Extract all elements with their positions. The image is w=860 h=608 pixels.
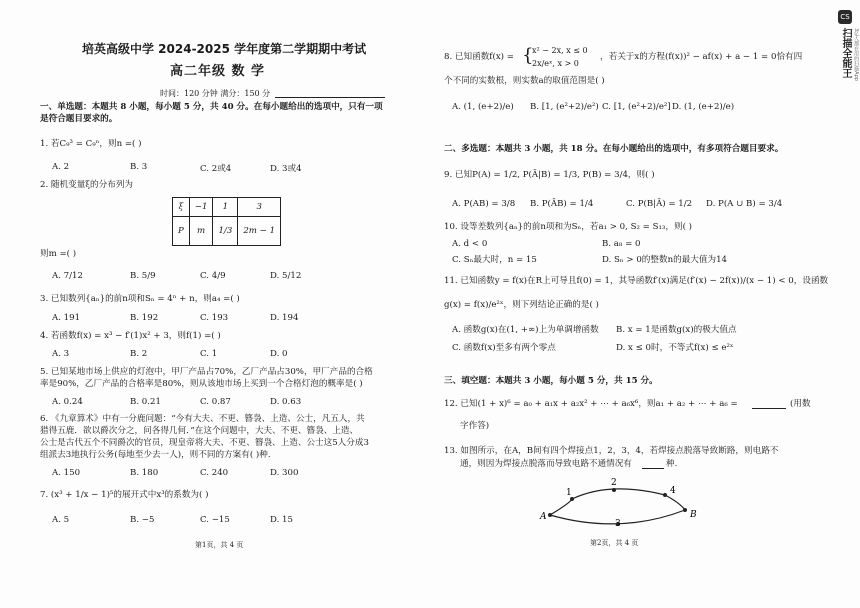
- right-page: [430, 0, 830, 608]
- label-a: A: [540, 512, 547, 522]
- label-b: B: [690, 510, 697, 520]
- q6-opt-d: D. 300: [270, 468, 299, 478]
- q6-opt-a: A. 150: [52, 468, 81, 478]
- meta-underline: [275, 97, 385, 98]
- q8-opt-d: D. (1, (e+2)/e): [672, 102, 735, 112]
- q7-stem: 7. (x³ + 1/x − 1)⁵的展开式中x³的系数为( ): [40, 490, 209, 500]
- section1-title: 一、单选题：本题共 8 小题，每小题 5 分，共 40 分。在每小题给出的选项中，只有一项: [40, 102, 383, 112]
- q11-opt-c: C. 函数f(x)至多有两个零点: [452, 343, 556, 353]
- q11-opt-a: A. 函数g(x)在(1, +∞)上为单调增函数: [452, 325, 599, 335]
- camscanner-logo-icon: CS: [838, 10, 852, 24]
- q6-line3: 公士是古代五个不同爵次的官员，现皇帝将大夫、不更、簪袅、上造、公士这5人分成3: [40, 438, 369, 448]
- q9-opt-b: B. P(ĀB) = 1/4: [530, 199, 594, 209]
- page-number-left: 第1页，共 4 页: [195, 541, 244, 549]
- q1-stem: 1. 若C₉³ = C₉ⁿ，则n =( ): [40, 139, 142, 149]
- table-cell: P: [173, 217, 190, 246]
- q1-opt-d: D. 3或4: [270, 164, 302, 174]
- scanner-app-name: 扫描全能王: [840, 28, 851, 78]
- table-cell: 1/3: [213, 217, 238, 246]
- q7-opt-c: C. −15: [200, 515, 230, 525]
- q1-opt-b: B. 3: [130, 162, 148, 172]
- q5-opt-b: B. 0.21: [130, 397, 161, 407]
- q11-line2: g(x) = f(x)/e²ˣ，则下列结论正确的是( ): [444, 300, 599, 310]
- q12-answer-blank: [752, 408, 786, 409]
- q8-opt-a: A. (1, (e+2)/e): [452, 102, 514, 112]
- q5-opt-d: D. 0.63: [270, 397, 302, 407]
- q7-opt-a: A. 5: [52, 515, 70, 525]
- q9-opt-d: D. P(A ∪ B) = 3/4: [706, 199, 783, 209]
- q11-opt-b: B. x = 1是函数g(x)的极大值点: [616, 325, 737, 335]
- q8-case2: 2x/eˣ, x > 0: [532, 59, 579, 68]
- node-b: [683, 508, 687, 512]
- q8-opt-c: C. [1, (e²+2)/e²]: [602, 102, 671, 112]
- label-3: 3: [615, 519, 621, 529]
- q2-opt-c: C. 4/9: [200, 271, 226, 281]
- label-1: 1: [566, 488, 572, 498]
- q3-opt-d: D. 194: [270, 313, 299, 323]
- q13-line1: 13. 如图所示，在A，B间有四个焊接点1，2，3，4，若焊接点脱落导致断路，则电路不: [444, 446, 779, 456]
- q2-opt-d: D. 5/12: [270, 271, 302, 281]
- q4-opt-c: C. 1: [200, 349, 218, 359]
- node-4: [663, 493, 667, 497]
- q7-opt-b: B. −5: [130, 515, 155, 525]
- q10-opt-b: B. a₈ = 0: [602, 239, 641, 249]
- q12-line1b: (用数: [790, 399, 811, 409]
- table-cell: 3: [238, 198, 281, 217]
- exam-title: 培英高级中学 2024-2025 学年度第二学期期中考试: [82, 42, 367, 56]
- q6-line2: 猎得五鹿．欲以爵次分之，问各得几何．”在这个问题中，大夫、不更、簪袅、上造、: [40, 426, 359, 436]
- q8-opt-b: B. [1, (e²+2)/e²): [530, 102, 599, 112]
- q1-opt-c: C. 2或4: [200, 164, 232, 174]
- exam-meta: 时间：120 分钟 满分：150 分: [160, 89, 271, 98]
- q6-opt-c: C. 240: [200, 468, 229, 478]
- table-cell: m: [189, 217, 213, 246]
- label-4: 4: [670, 486, 676, 496]
- q8-line1b: ，若关于x的方程(f(x))² − af(x) + a − 1 = 0恰有四: [600, 52, 803, 62]
- q5-line2: 率是90%，乙厂产品的合格率是80%，则从该地市场上买到一个合格灯泡的概率是( ): [40, 379, 363, 389]
- table-cell: 1: [213, 198, 238, 217]
- q11-opt-d: D. x ≤ 0时，不等式f(x) ≤ e²ˣ: [616, 343, 734, 353]
- q12-line1: 12. 已知(1 + x)⁶ = a₀ + a₁x + a₂x² + ⋯ + a₆x⁶，则a₁ + a₂ + ⋯ + a₆ =: [444, 399, 738, 409]
- label-2: 2: [611, 478, 617, 488]
- q3-opt-c: C. 193: [200, 313, 229, 323]
- circuit-diagram: [530, 475, 700, 530]
- q5-opt-a: A. 0.24: [52, 397, 83, 407]
- q3-stem: 3. 已知数列{aₙ}的前n项和Sₙ = 4ⁿ + n，则a₄ =( ): [40, 294, 240, 304]
- page-number-right: 第2页，共 4 页: [590, 539, 639, 547]
- q9-stem: 9. 已知P(A) = 1/2, P(Ā|B) = 1/3, P(B) = 3/4，则( ): [444, 170, 655, 180]
- q13-line2b: 种.: [666, 459, 678, 469]
- q9-opt-a: A. P(AB) = 3/8: [452, 199, 516, 209]
- q5-opt-c: C. 0.87: [200, 397, 231, 407]
- q4-opt-a: A. 3: [52, 349, 70, 359]
- section2-title: 二、多选题：本题共 3 小题，共 18 分。在每小题给出的选项中，有多项符合题目要求。: [444, 144, 784, 154]
- q10-stem: 10. 设等差数列{aₙ}的前n项和为Sₙ，若a₁ > 0, S₂ = S₁₃，则( ): [444, 222, 693, 232]
- q4-stem: 4. 若函数f(x) = x³ − f′(1)x² + 3，则f(1) =( ): [40, 331, 221, 341]
- table-cell: −1: [189, 198, 213, 217]
- node-a: [548, 513, 552, 517]
- q5-line1: 5. 已知某地市场上供应的灯泡中，甲厂产品占70%，乙厂产品占30%，甲厂产品的合格: [40, 367, 373, 377]
- q1-opt-a: A. 2: [52, 162, 70, 172]
- q12-line2: 字作答): [460, 421, 490, 431]
- q3-opt-a: A. 191: [52, 313, 81, 323]
- q4-opt-b: B. 2: [130, 349, 148, 359]
- q10-opt-a: A. d < 0: [452, 239, 488, 249]
- q2-ask: 则m =( ): [40, 249, 77, 259]
- q8-brace: {: [522, 45, 534, 66]
- table-cell: ξ: [173, 198, 190, 217]
- q13-answer-blank: [642, 468, 664, 469]
- section1-title-2: 是符合题目要求的。: [40, 114, 118, 124]
- table-cell: 2m − 1: [238, 217, 281, 246]
- section3-title: 三、填空题：本题共 3 小题，每小题 5 分，共 15 分。: [444, 376, 658, 386]
- node-2: [612, 488, 616, 492]
- q2-stem: 2. 随机变量ξ的分布列为: [40, 180, 134, 190]
- scanner-sidebar: [830, 0, 860, 608]
- q9-opt-c: C. P(B|Ā) = 1/2: [626, 199, 693, 209]
- exam-subtitle: 高二年级 数 学: [170, 64, 266, 79]
- q13-line2: 通，则因为焊接点脱落而导致电路不通情况有: [460, 459, 632, 469]
- q6-line4: 组派去3地执行公务(每地至少去一人)，则不同的方案有( )种.: [40, 450, 271, 460]
- q8-line2: 个不同的实数根，则实数a的取值范围是( ): [444, 76, 605, 86]
- q2-opt-a: A. 7/12: [52, 271, 83, 281]
- table-row: [173, 198, 281, 217]
- q2-opt-b: B. 5/9: [130, 271, 156, 281]
- q6-opt-b: B. 180: [130, 468, 159, 478]
- q6-line1: 6. 《九章算术》中有一分鹿问题：“今有大夫、不更、簪袅、上造、公士，凡五人，共: [40, 414, 365, 424]
- q7-opt-d: D. 15: [270, 515, 293, 525]
- q8-line1a: 8. 已知函数f(x) =: [444, 52, 514, 62]
- q11-line1: 11. 已知函数y = f(x)在R上可导且f(0) = 1，其导函数f′(x)满足(f′(x) − 2f(x))/(x − 1) < 0，设函数: [444, 276, 829, 286]
- q4-opt-d: D. 0: [270, 349, 288, 359]
- scanner-app-tagline: 3亿人都在用的扫描App: [853, 28, 859, 81]
- distribution-table: [172, 197, 281, 246]
- q3-opt-b: B. 192: [130, 313, 159, 323]
- q8-case1: x² − 2x, x ≤ 0: [532, 46, 588, 55]
- q10-opt-c: C. Sₙ最大时，n = 15: [452, 255, 537, 265]
- q10-opt-d: D. Sₙ > 0的整数n的最大值为14: [602, 255, 728, 265]
- table-row: [173, 217, 281, 246]
